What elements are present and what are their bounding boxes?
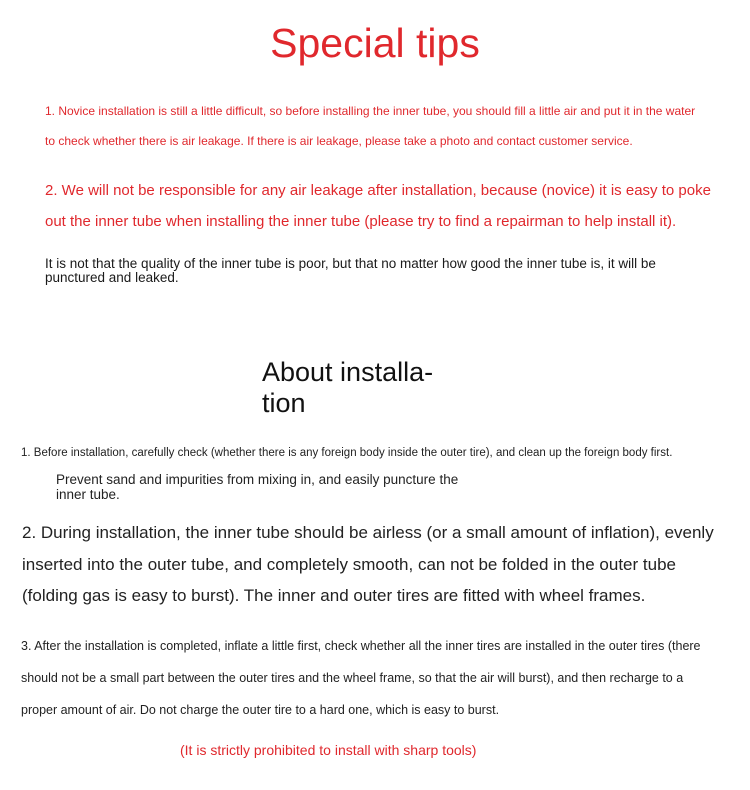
sharp-tools-warning: (It is strictly prohibited to install with sharp tools) [180,742,477,758]
quality-note-text: It is not that the quality of the inner tube is poor, but that no matter how good the inner tube is, it will be punctured and leaked. [45,256,656,285]
installation-step-3: 3. After the installation is completed, inflate a little first, check whether all the inner tires are installed in the outer tires (there should not be a small part between the outer tires and the wheel frame, so that the air will burst), and then recharge to a proper amount of air. Do not charge the outer tire to a hard one, which is easy to burst. [21,639,701,717]
installation-title: About installa-tion [262,357,434,418]
tip-2-text: 2. We will not be responsible for any air leakage after installation, because (novice) it is easy to poke out the inner tube when installing the inner tube (please try to find a repairman to help install it). [45,182,711,230]
installation-step-1-note: Prevent sand and impurities from mixing in, and easily puncture the inner tube. [56,472,459,502]
page-title: Special tips [270,20,480,66]
installation-step-2: 2. During installation, the inner tube should be airless (or a small amount of inflation), evenly inserted into the outer tube, and completely smooth, can not be folded in the outer tube (folding gas is easy to burst). The inner and outer tires are fitted with wheel frames. [22,523,714,605]
installation-step-1: 1. Before installation, carefully check (whether there is any foreign body inside the outer tire), and clean up the foreign body first. [21,447,673,459]
tip-1-text: 1. Novice installation is still a little difficult, so before installing the inner tube, you should fill a little air and put it in the water to check whether there is air leakage. If there is air leakage, please take a photo and contact customer service. [45,104,696,148]
